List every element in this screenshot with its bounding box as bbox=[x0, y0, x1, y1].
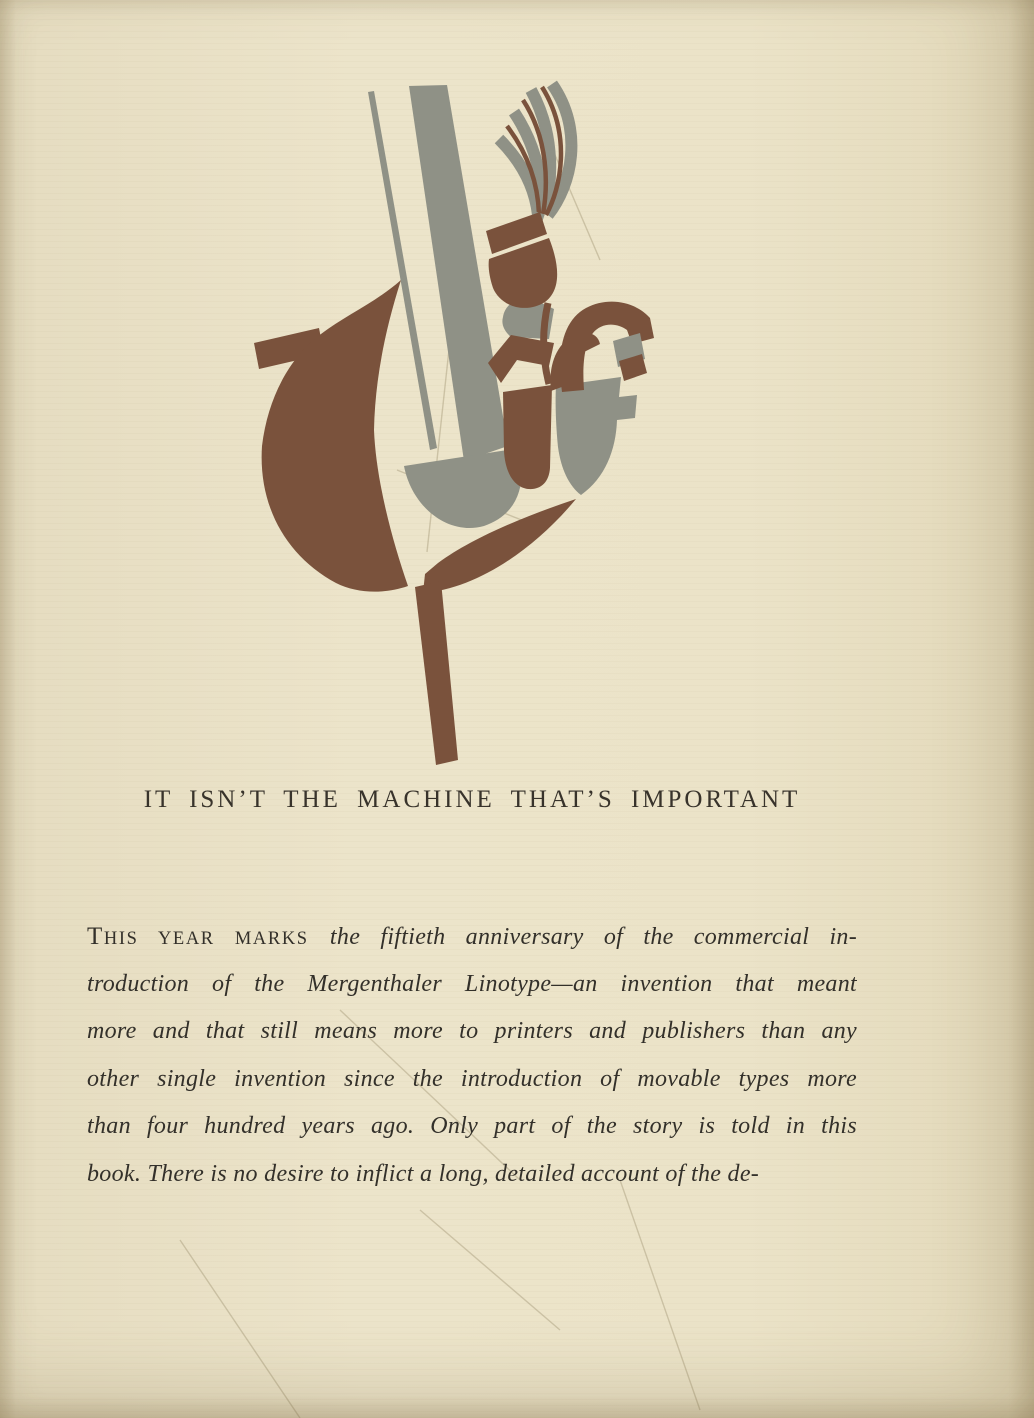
plume-bands bbox=[499, 84, 571, 233]
stem bbox=[415, 581, 458, 765]
crescent-body bbox=[262, 280, 408, 592]
split-cup-gray-half bbox=[556, 377, 637, 495]
gray-bowl bbox=[404, 448, 522, 528]
paragraph-line: book. There is no desire to inflict a long, detailed account of the de- bbox=[87, 1160, 760, 1187]
paragraph-line: more and that still means more to printers and publishers than any bbox=[87, 1018, 857, 1044]
paragraph-line: than four hundred years ago. Only part of the story is told in this bbox=[87, 1113, 857, 1139]
small-caps-lead bbox=[87, 924, 310, 950]
brown-crescent bbox=[254, 280, 408, 592]
body-paragraph bbox=[87, 913, 857, 1198]
paragraph-line-text: the fiftieth anniversary of the commercial in- bbox=[309, 924, 857, 950]
split-cup bbox=[503, 377, 637, 495]
paragraph-line bbox=[87, 913, 857, 961]
split-cup-brown-half bbox=[503, 385, 552, 489]
hook-cluster bbox=[488, 299, 654, 392]
chapter-title: IT ISN’T THE MACHINE THAT’S IMPORTANT bbox=[143, 786, 801, 813]
lead-initial: T bbox=[87, 923, 104, 950]
tilted-cup bbox=[486, 212, 557, 308]
paragraph-line: troduction of the Mergenthaler Linotype—an invention that meant bbox=[87, 970, 857, 997]
lead-caps: HIS YEAR MARKS bbox=[103, 929, 309, 949]
paragraph-line: other single invention since the introduction of movable types more bbox=[87, 1065, 857, 1092]
